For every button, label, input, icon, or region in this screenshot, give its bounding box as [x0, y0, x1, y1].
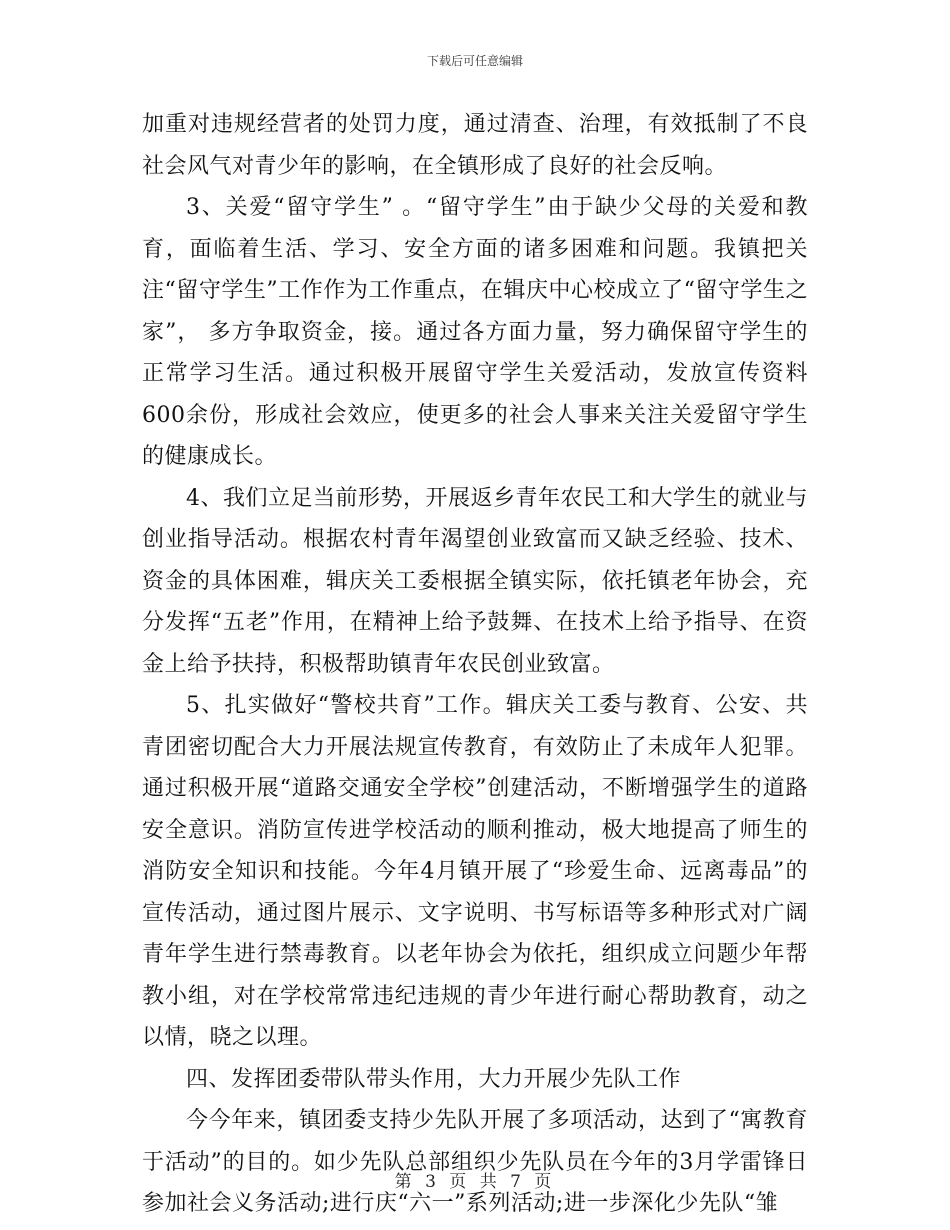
paragraph-2: 3、关爱“留守学生” 。“留守学生”由于缺少父母的关爱和教育，面临着生活、学习、安全方面的诸多困难和问题。我镇把关注“留守学生”工作作为工作重点，在辑庆中心校成立了“留守学生之家”， 多方争取资金，接。通过各方面力量，努力确保留守学生的正常学习生活。通过积极开展留守学生关爱活动，发放宣传资料600余份，形成社会效应，使更多的社会人事来关注关爱留守学生的健康成长。 [142, 195, 808, 469]
section-heading: 四、发挥团委带队带头作用，大力开展少先队工作 [186, 1066, 682, 1092]
document-body [142, 104, 808, 1225]
paragraph-4: 5、扎实做好“警校共育”工作。辑庆关工委与教育、公安、共青团密切配合大力开展法规宣传教育，有效防止了未成年人犯罪。通过积极开展“道路交通安全学校”创建活动，不断增强学生的道路安全意识。消防宣传进学校活动的顺利推动，极大地提高了师生的消防安全知识和技能。今年4月镇开展了“珍爱生命、远离毒品”的宣传活动，通过图片展示、文字说明、书写标语等多种形式对广阔青年学生进行禁毒教育。以老年协会为依托，组织成立问题少年帮教小组，对在学校常常违纪违规的青少年进行耐心帮助教育，动之以情，晓之以理。 [142, 693, 808, 1050]
page-header: 下载后可任意编辑 [426, 54, 523, 68]
paragraph-3: 4、我们立足当前形势，开展返乡青年农民工和大学生的就业与创业指导活动。根据农村青年渴望创业致富而又缺乏经验、技术、资金的具体困难，辑庆关工委根据全镇实际，依托镇老年协会，充分发挥“五老”作用，在精神上给予鼓舞、在技术上给予指导、在资金上给予扶持，积极帮助镇青年农民创业致富。 [142, 485, 808, 677]
paragraph-1: 加重对违规经营者的处罚力度，通过清查、治理，有效抵制了不良社会风气对青少年的影响，在全镇形成了良好的社会反响。 [142, 112, 808, 179]
page-footer: 第 3 页 共 7 页 [394, 1172, 556, 1192]
paragraph-5: 今今年来，镇团委支持少先队开展了多项活动，达到了“寓教育于活动”的目的。如少先队总部组织少先队员在今年的3月学雷锋日参加社会义务活动;进行庆“六一”系列活动;进一步深化少先队“雏 [142, 1108, 808, 1216]
